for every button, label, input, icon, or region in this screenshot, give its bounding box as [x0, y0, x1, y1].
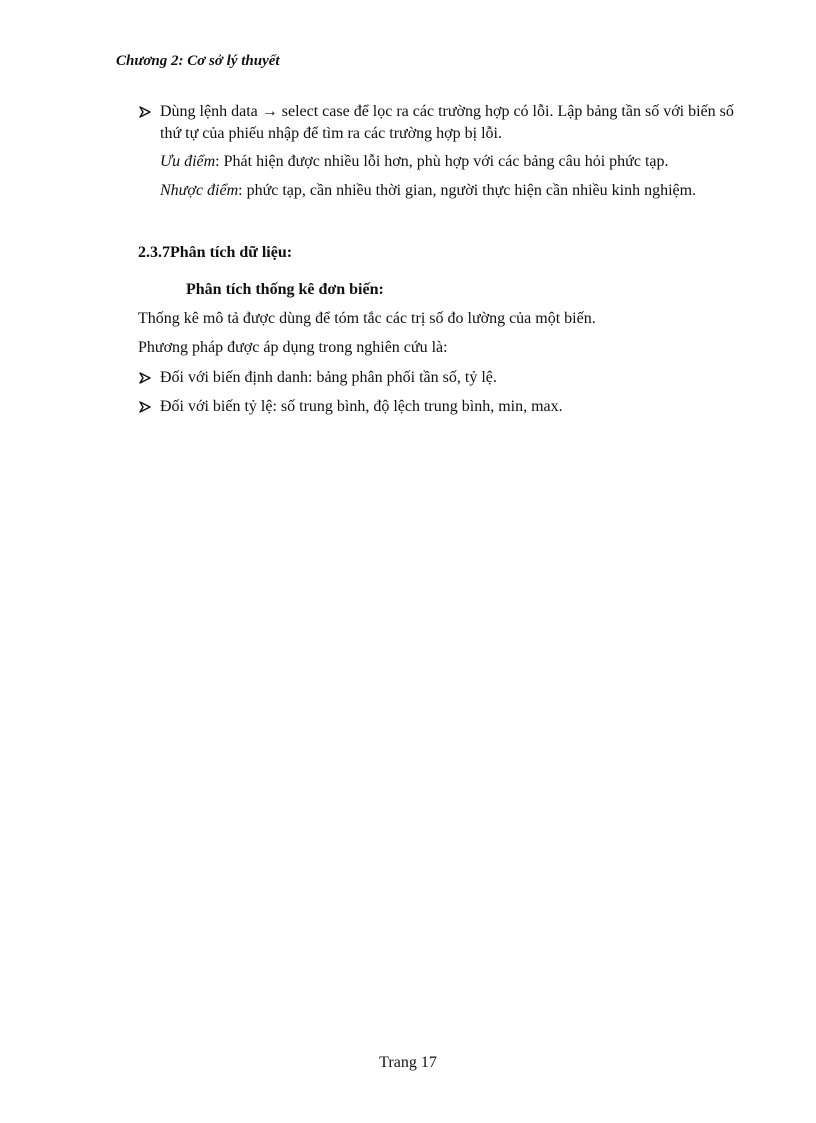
bullet-ratio	[138, 396, 738, 418]
bullet-arrow-icon	[138, 367, 152, 389]
bullet-arrow-icon	[138, 396, 152, 418]
bullet-data-select-text: Dùng lệnh data → select case để lọc ra các trường hợp có lỗi. Lập bảng tần số với biến số thứ tự của phiếu nhập để tìm ra các trường hợp bị lỗi.	[160, 103, 734, 142]
chapter-header: Chương 2: Cơ sở lý thuyết	[116, 53, 280, 69]
subsection-heading: Phân tích thống kê đơn biến:	[186, 281, 384, 298]
advantage-label: Ưu điểm	[160, 153, 216, 170]
bullet-nominal-text: Đối với biến định danh: bảng phân phối tần số, tỷ lệ.	[160, 369, 497, 386]
disadvantage-paragraph	[160, 180, 740, 202]
disadvantage-label: Nhược điểm	[160, 182, 239, 199]
section-heading: 2.3.7Phân tích dữ liệu:	[138, 244, 293, 261]
bullet-data-select	[138, 101, 738, 145]
methods-paragraph: Phương pháp được áp dụng trong nghiên cứu là:	[138, 339, 448, 356]
descriptive-stats-paragraph: Thống kê mô tả được dùng để tóm tắc các trị số đo lường của một biến.	[138, 310, 596, 327]
bullet-ratio-text: Đối với biến tỷ lệ: số trung bình, độ lệch trung bình, min, max.	[160, 398, 563, 415]
advantage-paragraph	[160, 151, 740, 173]
right-arrow-symbol: →	[261, 103, 278, 120]
page-number: Trang 17	[379, 1054, 437, 1071]
bullet-arrow-icon	[138, 101, 152, 123]
bullet-nominal	[138, 367, 738, 389]
advantage-text: : Phát hiện được nhiều lỗi hơn, phù hợp với các bảng câu hỏi phức tạp.	[215, 153, 669, 170]
disadvantage-text: : phức tạp, cần nhiều thời gian, người thực hiện cần nhiều kinh nghiệm.	[238, 182, 697, 199]
